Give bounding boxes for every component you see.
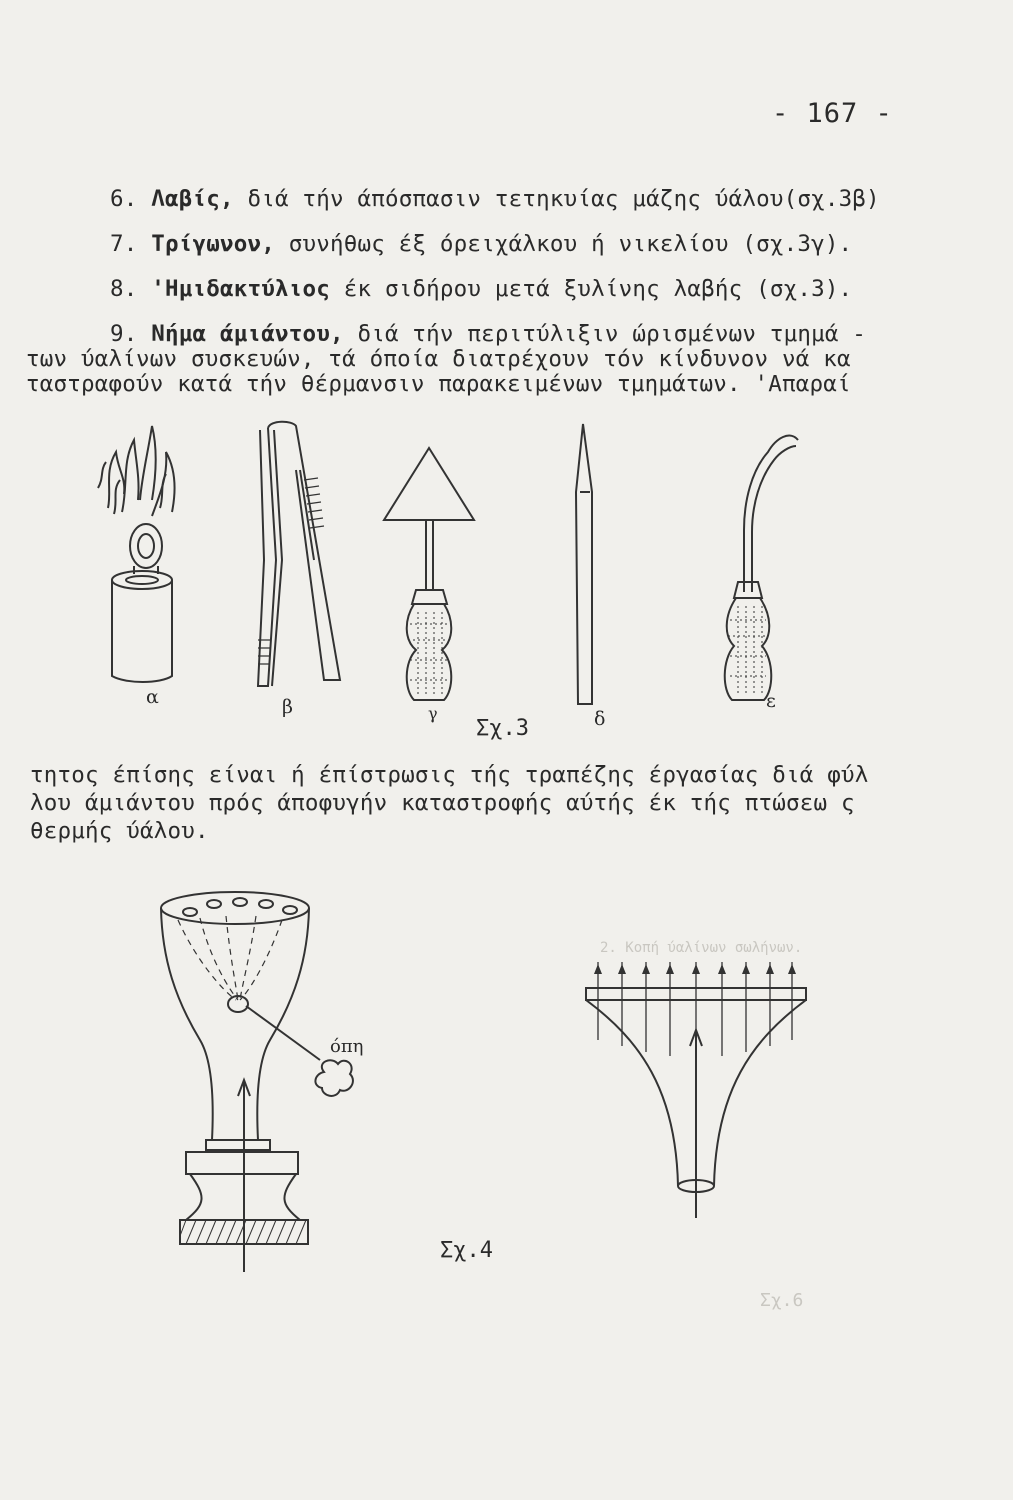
figure-4-caption: Σχ.4 bbox=[440, 1238, 493, 1263]
list-item: 9. Νήμα άμιάντου, διά τήν περιτύλιξιν ώρισμένων τμημά - bbox=[110, 321, 867, 347]
list-item: 8. 'Ημιδακτύλιος έκ σιδήρου μετά ξυλίνης λαβής (σχ.3). bbox=[110, 276, 853, 302]
figure-label-a: α bbox=[146, 686, 159, 708]
tongs-drawing bbox=[258, 422, 340, 686]
figure-label-c: γ bbox=[428, 704, 438, 723]
body-text-line: τητος έπίσης είναι ή έπίστρωσις τής τραπέζης έργασίας διά φύλ bbox=[30, 762, 869, 788]
burner-flame-drawing bbox=[98, 426, 174, 682]
list-item: 7. Τρίγωνον, συνήθως έξ όρειχάλκου ή νικελίου (σχ.3γ). bbox=[110, 231, 853, 257]
figure-label-b: β bbox=[282, 696, 293, 718]
triangle-tool-drawing bbox=[384, 448, 474, 700]
funnel-spreader-drawing bbox=[586, 962, 806, 1218]
bleed-text: Σχ.6 bbox=[760, 1290, 804, 1311]
page-number: - 167 - bbox=[772, 98, 893, 129]
body-text-line: θερμής ύάλου. bbox=[30, 818, 209, 844]
list-item: 6. Λαβίς, διά τήν άπόσπασιν τετηκυίας μάζης ύάλου(σχ.3β) bbox=[110, 186, 880, 212]
bleed-text: 2. Κοπή ύαλίνων σωλήνων. bbox=[600, 940, 803, 956]
hook-tool-drawing bbox=[725, 436, 798, 700]
body-text-line: λου άμιάντου πρός άποφυγήν καταστροφής αύτής έκ τής πτώσεω ς bbox=[30, 790, 855, 816]
figure-label-e: ε bbox=[766, 690, 776, 712]
figure-label-d: δ bbox=[594, 708, 606, 730]
body-text-line: των ύαλίνων συσκευών, τά όποία διατρέχουν τόν κίνδυνον νά κα bbox=[26, 346, 851, 372]
body-text-line: ταστραφούν κατά τήν θέρμανσιν παρακειμένων τμημάτων. 'Απαραί bbox=[26, 371, 851, 397]
needle-tool-drawing bbox=[576, 424, 592, 704]
hole-label: όπη bbox=[330, 1036, 364, 1057]
blast-burner-drawing bbox=[161, 892, 353, 1272]
figure-3-caption: Σχ.3 bbox=[476, 716, 529, 741]
